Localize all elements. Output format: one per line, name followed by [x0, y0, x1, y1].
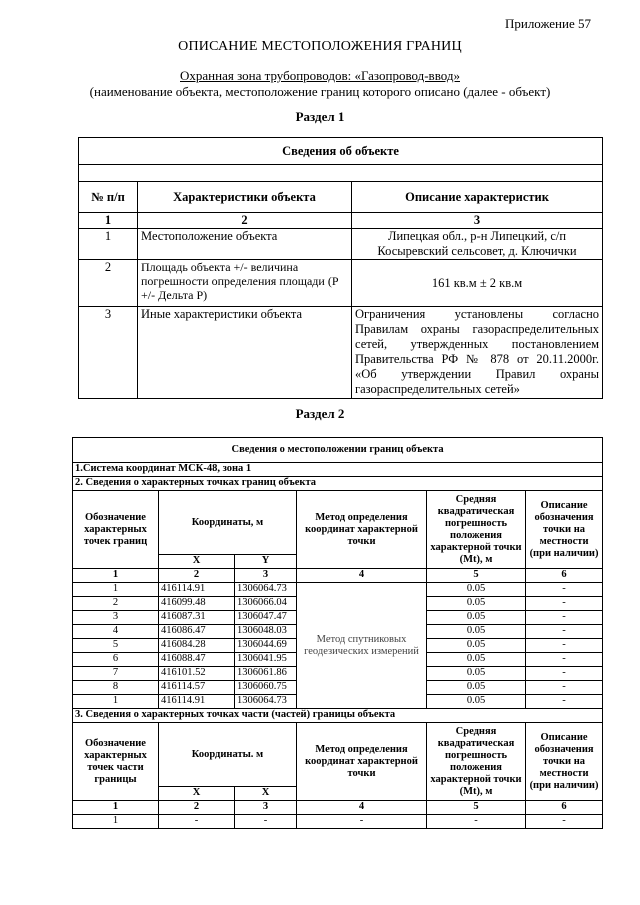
col-index: 3: [235, 801, 297, 815]
point-x: 416087.31: [159, 611, 235, 625]
part-point-mt: -: [427, 815, 526, 829]
point-number: 1: [73, 695, 159, 709]
col-mt-header: Средняя квадратическая погрешность положения характерной точки (Mt), м: [427, 491, 526, 569]
point-number: 2: [73, 597, 159, 611]
col-index: 6: [526, 801, 603, 815]
row-num: 2: [79, 260, 138, 307]
point-descr: -: [526, 597, 603, 611]
boundary-table: [72, 437, 603, 829]
col-index: 1: [73, 801, 159, 815]
row-name: Иные характеристики объекта: [138, 307, 352, 399]
row-name: Площадь объекта +/- величина погрешности определения площади (Р +/- Дельта Р): [138, 260, 352, 307]
spacer-row: [79, 165, 603, 182]
desc-line: Правилам охраны газораспределительных: [355, 322, 600, 336]
point-mt: 0.05: [427, 625, 526, 639]
object-info-table: [78, 137, 603, 399]
point-number: 6: [73, 653, 159, 667]
part-point-y: -: [235, 815, 297, 829]
desc-line: газораспределительных сетей»: [355, 382, 520, 396]
col-num-header: № п/п: [79, 182, 138, 213]
desc-line: сетей, утвержденных постановлением: [355, 337, 600, 351]
section-2-title: Раздел 2: [295, 406, 345, 421]
point-descr: -: [526, 667, 603, 681]
col-point-header: Обозначение характерных точек границ: [73, 491, 159, 569]
point-x: 416084.28: [159, 639, 235, 653]
point-number: 8: [73, 681, 159, 695]
point-x: 416114.57: [159, 681, 235, 695]
part-section-title: 3. Сведения о характерных точках части (частей) границы объекта: [73, 709, 603, 723]
point-y: 1306047.47: [235, 611, 297, 625]
col-x-part-header: X: [159, 787, 235, 801]
method-cell: Метод спутниковых геодезических измерений: [297, 583, 427, 709]
point-number: 3: [73, 611, 159, 625]
object-name: Охранная зона трубопроводов: «Газопровод-ввод»: [180, 68, 460, 83]
point-x: 416101.52: [159, 667, 235, 681]
col-desc-header: Описание характеристик: [352, 182, 603, 213]
point-descr: -: [526, 653, 603, 667]
point-descr: -: [526, 611, 603, 625]
col-index: 3: [352, 213, 603, 229]
row-desc: [352, 307, 603, 399]
col-descr-part-header: Описание обозначения точки на местности (при наличии): [526, 723, 603, 801]
point-descr: -: [526, 639, 603, 653]
col-char-header: Характеристики объекта: [138, 182, 352, 213]
coordinate-system: 1.Система координат МСК-48, зона 1: [73, 463, 603, 477]
col-index: 1: [79, 213, 138, 229]
part-point-number: 1: [73, 815, 159, 829]
point-x: 416114.91: [159, 695, 235, 709]
col-mt-part-header: Средняя квадратическая погрешность положения характерной точки (Mt), м: [427, 723, 526, 801]
col-index: 2: [138, 213, 352, 229]
point-y: 1306066.04: [235, 597, 297, 611]
point-number: 4: [73, 625, 159, 639]
point-x: 416086.47: [159, 625, 235, 639]
point-y: 1306044.69: [235, 639, 297, 653]
point-mt: 0.05: [427, 695, 526, 709]
col-y-part-header: X: [235, 787, 297, 801]
object-hint: (наименование объекта, местоположение границ которого описано (далее - объект): [89, 84, 551, 99]
col-y-header: Y: [235, 555, 297, 569]
point-mt: 0.05: [427, 681, 526, 695]
row-desc: 161 кв.м ± 2 кв.м: [352, 260, 603, 307]
point-x: 416114.91: [159, 583, 235, 597]
point-descr: -: [526, 695, 603, 709]
point-y: 1306041.95: [235, 653, 297, 667]
document-title: ОПИСАНИЕ МЕСТОПОЛОЖЕНИЯ ГРАНИЦ: [178, 39, 462, 54]
col-point-part-header: Обозначение характерных точек части границы: [73, 723, 159, 801]
col-coords-header: Координаты, м: [159, 491, 297, 555]
desc-line: Правительства РФ № 878 от 20.11.2000г.: [355, 352, 600, 366]
col-method-header: Метод определения координат характерной точки: [297, 491, 427, 569]
desc-line: Ограничения установлены согласно: [355, 307, 600, 321]
col-index: 2: [159, 801, 235, 815]
col-index: 1: [73, 569, 159, 583]
point-mt: 0.05: [427, 667, 526, 681]
part-point-method: -: [297, 815, 427, 829]
point-descr: -: [526, 625, 603, 639]
point-number: 7: [73, 667, 159, 681]
col-x-header: X: [159, 555, 235, 569]
col-index: 3: [235, 569, 297, 583]
point-mt: 0.05: [427, 597, 526, 611]
col-index: 2: [159, 569, 235, 583]
part-point-x: -: [159, 815, 235, 829]
point-mt: 0.05: [427, 583, 526, 597]
point-x: 416099.48: [159, 597, 235, 611]
point-y: 1306060.75: [235, 681, 297, 695]
points-section-title: 2. Сведения о характерных точках границ объекта: [73, 477, 603, 491]
part-point-descr: -: [526, 815, 603, 829]
point-mt: 0.05: [427, 639, 526, 653]
point-y: 1306064.73: [235, 695, 297, 709]
col-descr-header: Описание обозначения точки на местности (при наличии): [526, 491, 603, 569]
row-num: 1: [79, 229, 138, 260]
row-name: Местоположение объекта: [138, 229, 352, 260]
col-coords-part-header: Координаты. м: [159, 723, 297, 787]
section-1-title: Раздел 1: [295, 109, 345, 124]
col-index: 4: [297, 569, 427, 583]
row-desc: Липецкая обл., р-н Липецкий, с/п Косыревский сельсовет, д. Ключички: [352, 229, 603, 260]
col-index: 5: [427, 801, 526, 815]
object-info-title: Сведения об объекте: [79, 138, 603, 165]
point-number: 1: [73, 583, 159, 597]
point-y: 1306064.73: [235, 583, 297, 597]
point-y: 1306061.86: [235, 667, 297, 681]
col-index: 5: [427, 569, 526, 583]
point-y: 1306048.03: [235, 625, 297, 639]
point-mt: 0.05: [427, 611, 526, 625]
point-descr: -: [526, 583, 603, 597]
point-number: 5: [73, 639, 159, 653]
row-num: 3: [79, 307, 138, 399]
point-descr: -: [526, 681, 603, 695]
point-x: 416088.47: [159, 653, 235, 667]
col-method-part-header: Метод определения координат характерной точки: [297, 723, 427, 801]
desc-line: «Об утверждении Правил охраны: [355, 367, 600, 381]
point-mt: 0.05: [427, 653, 526, 667]
appendix-label: Приложение 57: [504, 16, 591, 31]
col-index: 6: [526, 569, 603, 583]
col-index: 4: [297, 801, 427, 815]
boundary-table-title: Сведения о местоположении границ объекта: [73, 438, 603, 463]
